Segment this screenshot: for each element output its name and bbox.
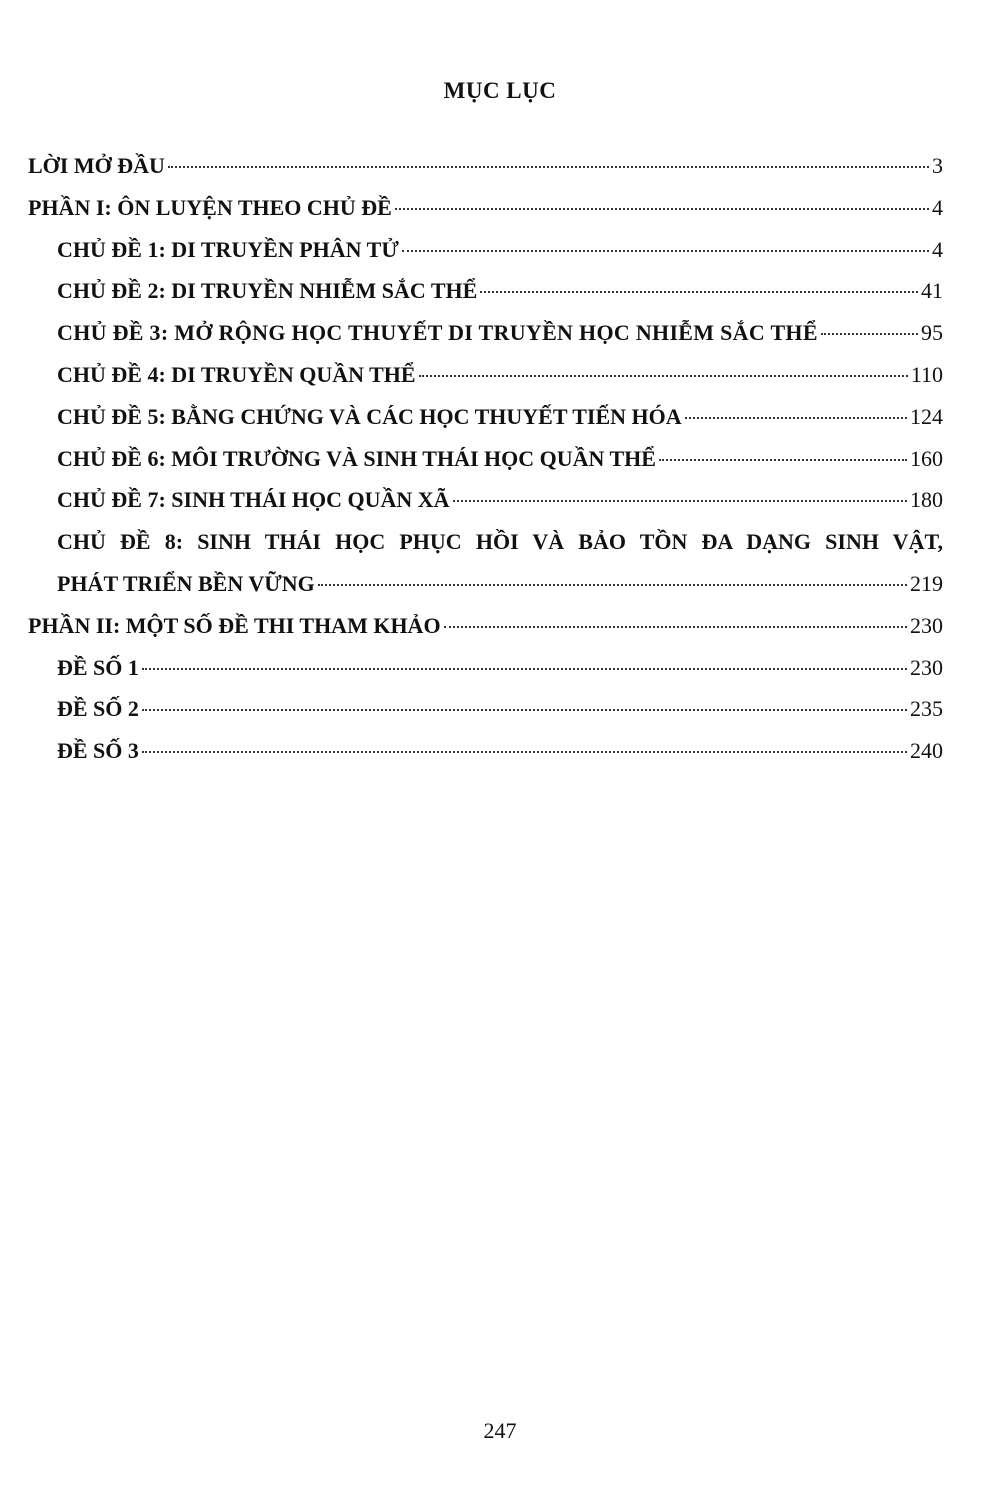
toc-entry-page: 230 (910, 654, 943, 680)
dot-leader (453, 499, 907, 502)
toc-entry-page: 3 (932, 153, 943, 178)
toc-entry-page: 180 (910, 487, 943, 513)
toc-entry-part-1[interactable] (28, 187, 943, 229)
toc-entry-page: 240 (910, 738, 943, 764)
toc-entry-label: CHỦ ĐỀ 4: DI TRUYỀN QUẦN THỂ (57, 361, 416, 387)
toc-entry-label: CHỦ ĐỀ 2: DI TRUYỀN NHIỄM SẮC THỂ (57, 278, 478, 304)
dot-leader (142, 750, 907, 753)
toc-entry-label: ĐỀ SỐ 2 (57, 696, 139, 722)
toc-entry-label: CHỦ ĐỀ 3: MỞ RỘNG HỌC THUYẾT DI TRUYỀN HỌC NHIỄM SẮC THỂ (57, 320, 818, 346)
dot-leader (395, 207, 929, 210)
toc-entry-exam-1[interactable] (28, 647, 943, 689)
toc-entry-page: 4 (932, 236, 943, 262)
toc-entry-label: CHỦ ĐỀ 7: SINH THÁI HỌC QUẦN XÃ (57, 487, 450, 513)
dot-leader (142, 667, 907, 670)
toc-entry-label: CHỦ ĐỀ 5: BẰNG CHỨNG VÀ CÁC HỌC THUYẾT TIẾN HÓA (57, 403, 682, 429)
dot-leader (419, 374, 908, 377)
toc-entry-topic-5[interactable] (28, 396, 943, 438)
dot-leader (444, 625, 907, 628)
toc-entry-topic-6[interactable] (28, 438, 943, 480)
toc-entry-label: CHỦ ĐỀ 1: DI TRUYỀN PHÂN TỬ (57, 236, 399, 262)
dot-leader (821, 332, 918, 335)
toc-entry-exam-3[interactable] (28, 730, 943, 772)
toc-entry-page: 160 (910, 445, 943, 471)
toc-entry-topic-1[interactable] (28, 229, 943, 271)
dot-leader (402, 249, 929, 252)
table-of-contents (28, 145, 943, 772)
toc-entry-exam-2[interactable] (28, 688, 943, 730)
toc-entry-topic-7[interactable] (28, 479, 943, 521)
dot-leader (318, 583, 907, 586)
toc-entry-topic-2[interactable] (28, 270, 943, 312)
toc-entry-part-2[interactable] (28, 605, 943, 647)
toc-entry-page: 4 (932, 194, 943, 220)
toc-entry-page: 230 (910, 612, 943, 638)
toc-entry-page: 219 (910, 570, 943, 596)
toc-entry-page: 110 (910, 361, 943, 387)
toc-entry-topic-8-continued[interactable] (28, 563, 943, 605)
toc-entry-label: CHỦ ĐỀ 8: SINH THÁI HỌC PHỤC HỒI VÀ BẢO TỒN ĐA DẠNG SINH VẬT, (57, 529, 943, 555)
toc-title: MỤC LỤC (443, 78, 557, 103)
toc-entry-page: 235 (910, 696, 943, 722)
dot-leader (685, 416, 907, 419)
toc-entry-label: CHỦ ĐỀ 6: MÔI TRƯỜNG VÀ SINH THÁI HỌC QUẦN THỂ (57, 445, 656, 471)
dot-leader (168, 165, 929, 168)
toc-entry-label: PHẦN I: ÔN LUYỆN THEO CHỦ ĐỀ (28, 194, 392, 220)
toc-entry-page: 95 (921, 320, 943, 346)
page-number: 247 (483, 1418, 517, 1443)
toc-entry-label: LỜI MỞ ĐẦU (28, 153, 165, 178)
toc-entry-page: 124 (910, 403, 943, 429)
dot-leader (659, 458, 907, 461)
toc-entry-page: 41 (921, 278, 943, 304)
dot-leader (142, 708, 907, 711)
toc-entry-label-continued: PHÁT TRIỂN BỀN VỮNG (57, 570, 315, 596)
toc-entry-label: ĐỀ SỐ 1 (57, 654, 139, 680)
toc-entry-topic-4[interactable] (28, 354, 943, 396)
toc-entry-foreword[interactable] (28, 145, 943, 187)
toc-entry-topic-8[interactable] (28, 521, 943, 563)
dot-leader (480, 290, 918, 293)
toc-entry-topic-3[interactable] (28, 312, 943, 354)
toc-entry-label: PHẦN II: MỘT SỐ ĐỀ THI THAM KHẢO (28, 612, 441, 638)
toc-entry-label: ĐỀ SỐ 3 (57, 738, 139, 764)
